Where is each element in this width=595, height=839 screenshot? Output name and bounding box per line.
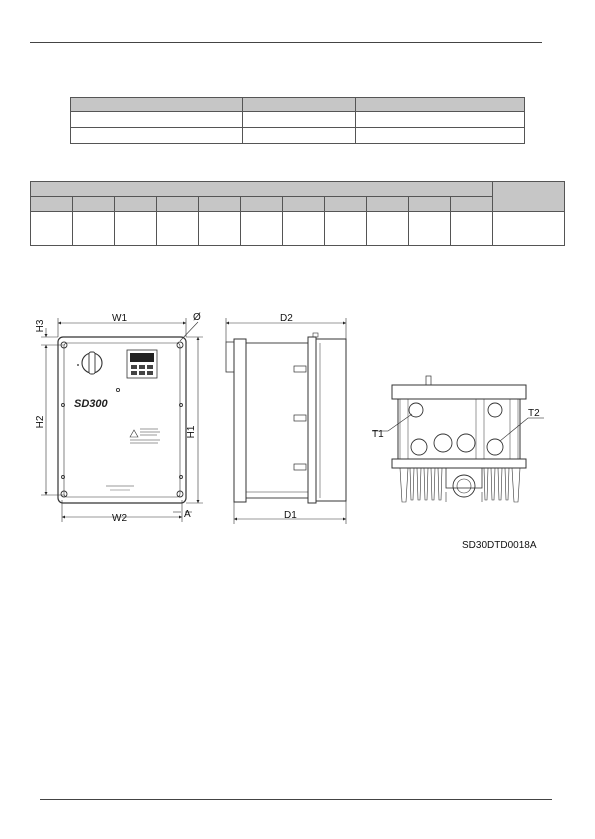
dimension-label-h3: H3 xyxy=(35,319,46,333)
footer-rule xyxy=(40,799,552,800)
dimension-label-w1: W1 xyxy=(112,313,127,324)
dimension-label-d2: D2 xyxy=(280,313,293,324)
terminal-label-t2: T2 xyxy=(528,408,540,419)
bottom-view xyxy=(392,376,526,502)
dimension-label-phi: Ø xyxy=(193,312,201,323)
terminal-label-t1: T1 xyxy=(372,429,384,440)
dimension-label-h1: H1 xyxy=(186,425,197,439)
front-view xyxy=(58,337,186,503)
product-logo: SD300 xyxy=(74,398,108,410)
dimension-label-w2: W2 xyxy=(112,513,127,524)
dimension-label-d1: D1 xyxy=(284,510,297,521)
dimension-label-a: A xyxy=(184,509,191,520)
drawing-code: SD30DTD0018A xyxy=(462,540,537,551)
dimension-label-h2: H2 xyxy=(35,415,46,429)
side-dimension-lines xyxy=(226,318,346,524)
side-view xyxy=(226,333,346,503)
